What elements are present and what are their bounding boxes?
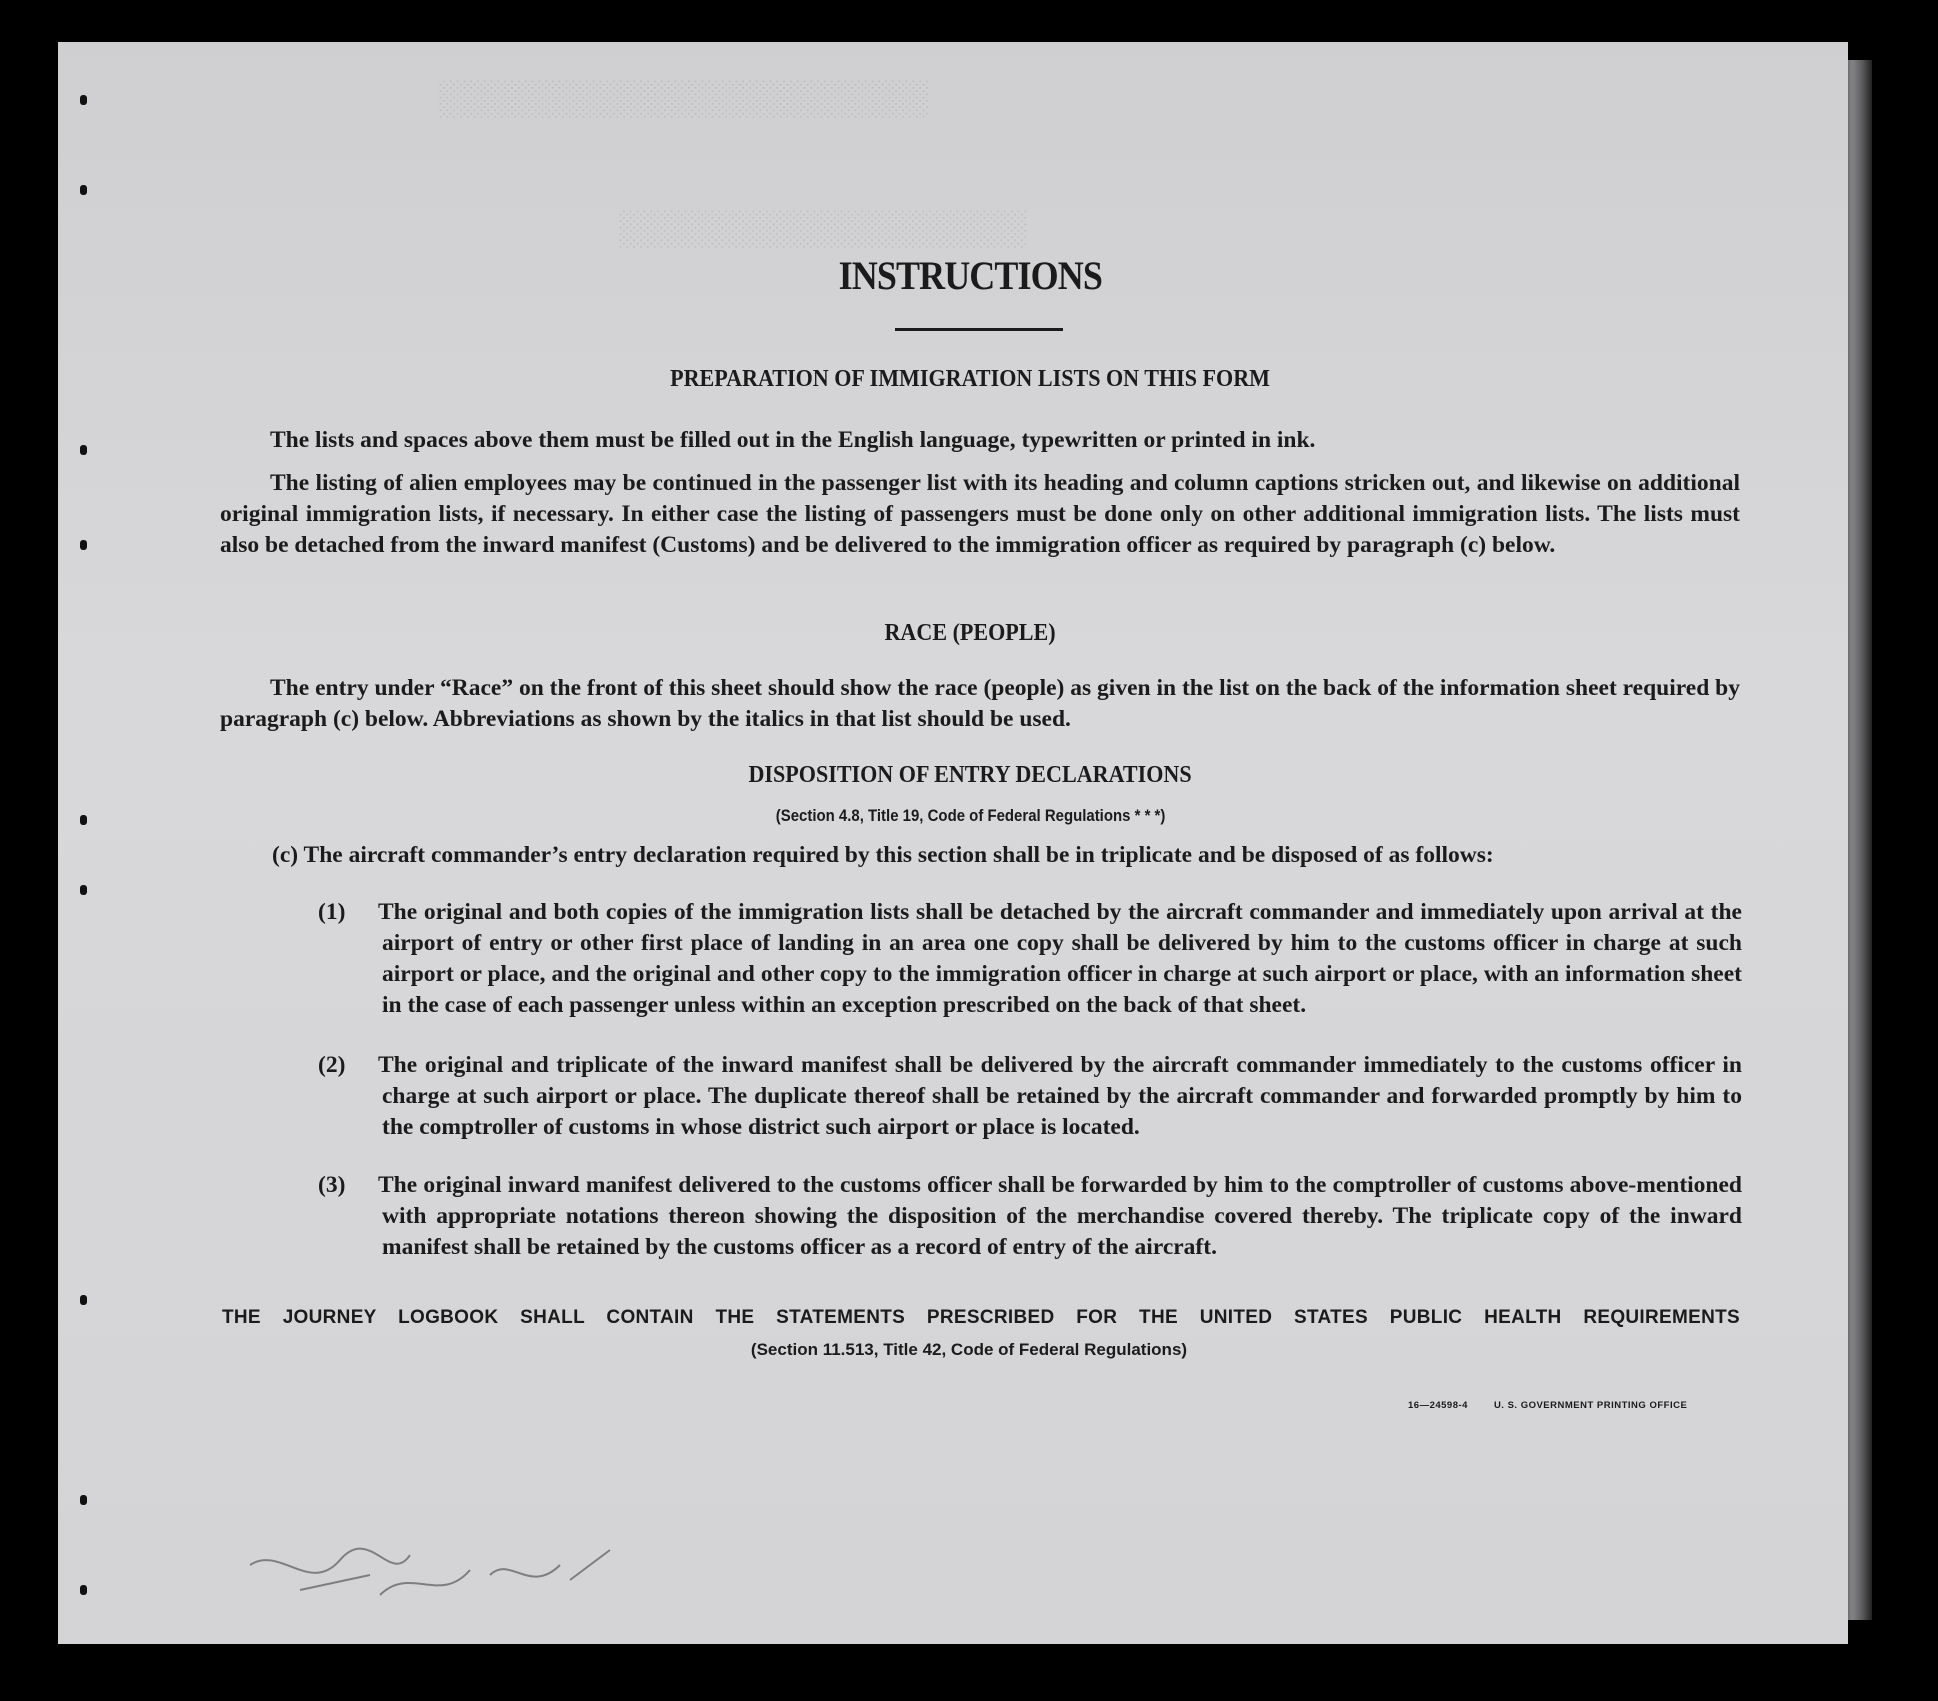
bleed-through-text: ░░░░░░░░░░░░░░░░░░░░ [618,212,1027,250]
item-text: The original and triplicate of the inward manifest shall be delivered by the aircraft commander immediately to the customs officer in charge at such airport or place. The duplicate thereof shall be retained by the aircraft commander and forwarded promptly by him to the comptroller of customs in whose district such airport or place is located. [378,1052,1742,1140]
disposition-subheading: (Section 4.8, Title 19, Code of Federal Regulations * * *) [775,806,1166,825]
disposition-item [318,1170,1742,1263]
document-title: INSTRUCTIONS [838,253,1102,298]
preparation-paragraph-2: The listing of alien employees may be continued in the passenger list with its heading and column captions stricken out, and likewise on additional original immigration lists, if necessary. In either case the listing of passengers must be done only on other additional immigration lists. The lists must also be detached from the inward manifest (Customs) and be delivered to the immigration officer as required by paragraph (c) below. [220,470,1740,558]
disposition-item [318,897,1742,1021]
preparation-paragraph-1: The lists and spaces above them must be filled out in the English language, typewritten or printed in ink. [270,427,1316,453]
health-requirements-statement: THE JOURNEY LOGBOOK SHALL CONTAIN THE STATEMENTS PRESCRIBED FOR THE UNITED STATES PUBLIC HEALTH REQUIREMENTS [222,1307,1740,1328]
race-heading: RACE (PEOPLE) [884,620,1056,646]
item-text: The original inward manifest delivered to the customs officer shall be forwarded by him to the comptroller of customs above-mentioned with appropriate notations thereon showing the disposition of the merchandise covered thereby. The triplicate copy of the inward manifest shall be retained by the customs officer as a record of entry of the aircraft. [378,1172,1742,1260]
punch-mark [80,1495,87,1505]
punch-mark [80,540,87,550]
title-underline [895,328,1063,331]
punch-mark [80,445,87,455]
item-number: (1) [318,899,346,925]
race-paragraph: The entry under “Race” on the front of this sheet should show the race (people) as given in the list on the back of the information sheet required by paragraph (c) below. Abbreviations as shown by the italics in that list should be used. [220,675,1740,732]
punch-mark [80,95,87,105]
printer-imprint [1408,1400,1713,1411]
punch-mark [80,815,87,825]
bleed-through-text: ░░░░░░░░░░░░░░░░░░░░░░░░ [438,82,928,120]
item-number: (2) [318,1052,346,1078]
preparation-heading: PREPARATION OF IMMIGRATION LISTS ON THIS FORM [670,366,1270,392]
punch-mark [80,1295,87,1305]
disposition-item [318,1050,1742,1143]
health-requirements-citation: (Section 11.513, Title 42, Code of Federal Regulations) [750,1340,1188,1359]
punch-mark [80,185,87,195]
printer-code: 16—24598-4 [1408,1400,1468,1411]
disposition-intro: (c) The aircraft commander’s entry declaration required by this section shall be in triplicate and be disposed of as follows: [272,842,1494,868]
item-text: The original and both copies of the immigration lists shall be detached by the aircraft commander and immediately upon arrival at the airport of entry or other first place of landing in an area one copy shall be delivered by him to the customs officer in charge at such airport or place, and the original and other copy to the immigration officer in charge at such airport or place, with an information sheet in the case of each passenger unless within an exception prescribed on the back of that sheet. [378,899,1742,1018]
punch-mark [80,1585,87,1595]
signature-mark [240,1535,660,1625]
printer-name: U. S. GOVERNMENT PRINTING OFFICE [1493,1400,1688,1411]
disposition-heading: DISPOSITION OF ENTRY DECLARATIONS [748,762,1192,788]
item-number: (3) [318,1172,346,1198]
punch-mark [80,885,87,895]
